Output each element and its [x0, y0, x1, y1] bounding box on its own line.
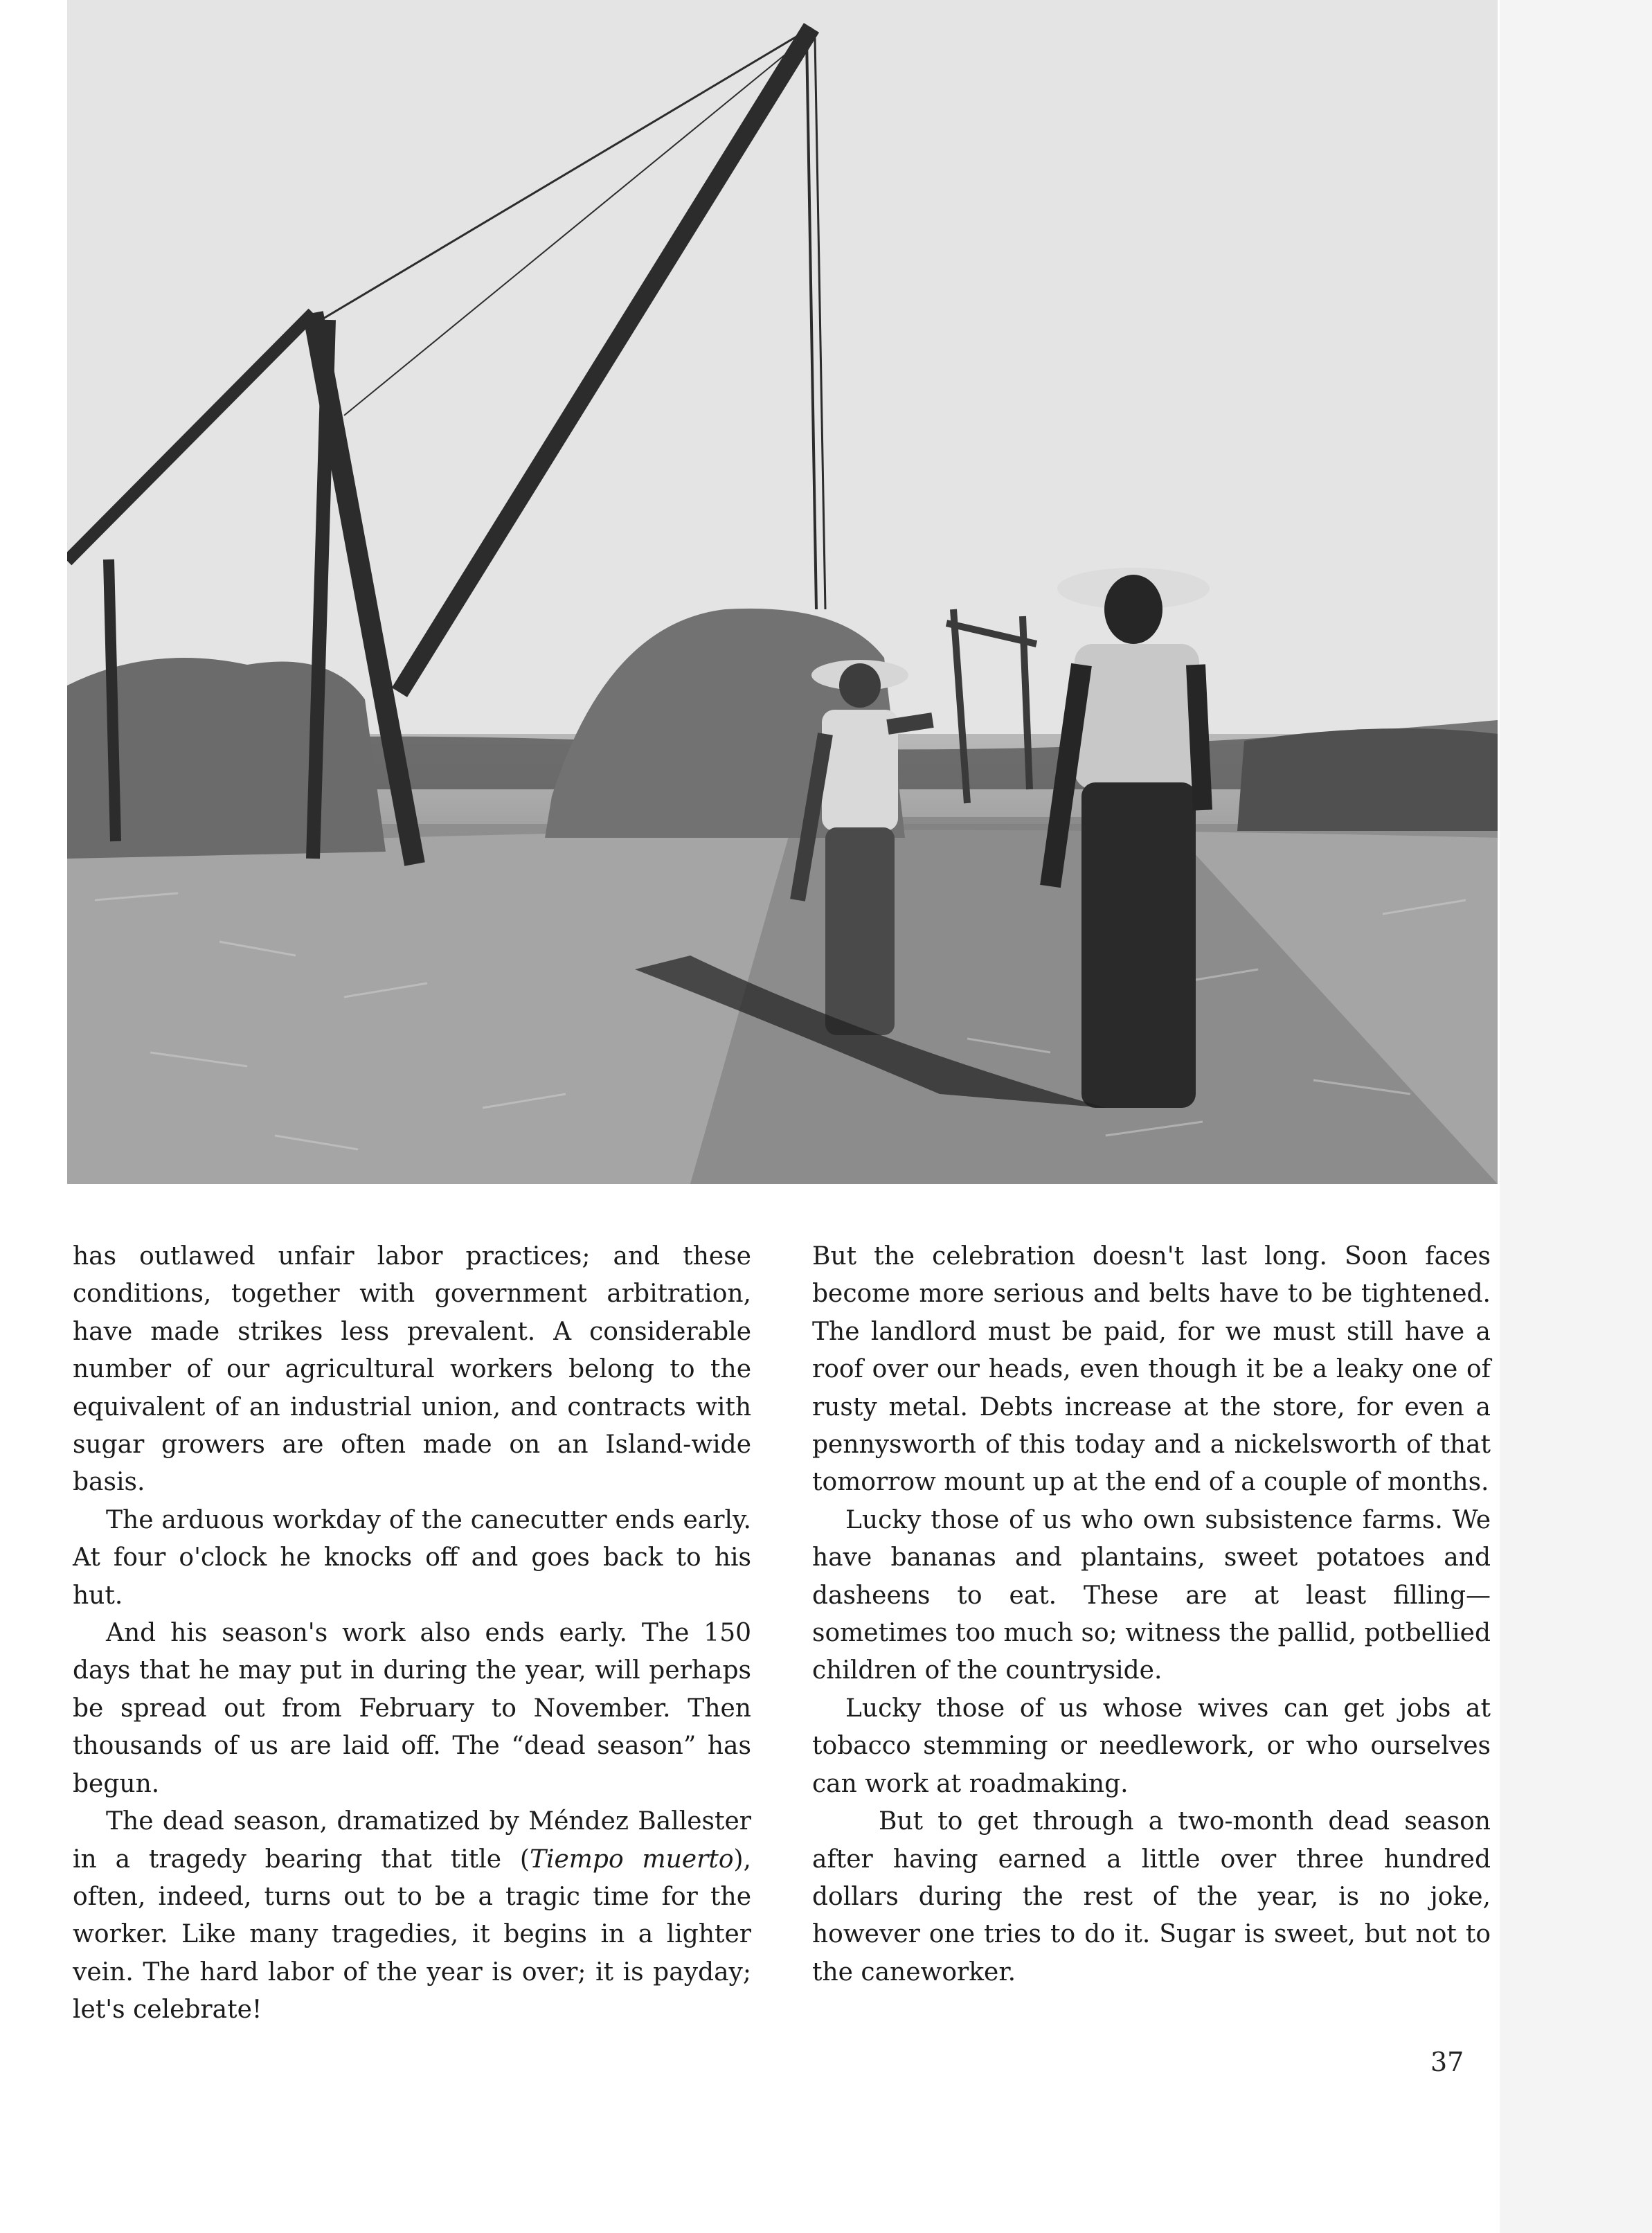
dead-season-text-after: ), often, indeed, turns out to be a tragic time for the worker. Like many tragedies, it begins in a lighter vein. The hard labor of the year is over; it is payday; let's celebrate!	[73, 1845, 751, 2025]
paragraph-conclusion: But to get through a two-month dead season after having earned a little over three hundred dollars during the rest of the year, is no joke, however one tries to do it. Sugar is sweet, but not to the caneworker.	[812, 1807, 1491, 1987]
paragraph-workday: The arduous workday of the canecutter ends early. At four o'clock he knocks off and goes back to his hut.	[73, 1505, 751, 1610]
paragraph-dead-season	[73, 1803, 751, 2029]
paragraph-labor-practices: has outlawed unfair labor practices; and these conditions, together with government arbitration, have made strikes less prevalent. A considerable number of our agricultural workers belong to the equivalent of an industrial union, and contracts with sugar growers are often made on an Island-wide basis.	[73, 1242, 751, 1497]
paragraph-celebration: But the celebration doesn't last long. Soon faces become more serious and belts have to be tightened. The landlord must be paid, for we must still have a roof over our heads, even though it be a leaky one of rusty metal. Debts increase at the store, for even a pennysworth of this today and a nickelsworth of that tomorrow mount up at the end of a couple of months.	[812, 1242, 1491, 1497]
right-text-column	[812, 1238, 1491, 1991]
left-text-column	[73, 1238, 751, 2029]
paragraph-subsistence-farms: Lucky those of us who own subsistence farms. We have bananas and plantains, sweet potatoes and dasheens to eat. These are at least filling—sometimes too much so; witness the pallid, potbellied children of the countryside.	[812, 1505, 1491, 1685]
photo-illustration	[67, 0, 1498, 1184]
page-number: 37	[1430, 2047, 1464, 2077]
page-edge	[1500, 0, 1652, 2233]
paragraph-season-ends: And his season's work also ends early. The 150 days that he may put in during the year, will perhaps be spread out from February to November. Then thousands of us are laid off. The “dead season” has begun.	[73, 1619, 751, 1798]
dead-season-text-before: The dead season, dramatized by Méndez Ballester in a tragedy bearing that title (	[73, 1807, 751, 1874]
photo-canefield-workers	[67, 0, 1498, 1184]
paragraph-wives-jobs: Lucky those of us whose wives can get jobs at tobacco stemming or needlework, or who ourselves can work at roadmaking.	[812, 1694, 1491, 1798]
play-title-italic: Tiempo muerto	[529, 1845, 734, 1874]
